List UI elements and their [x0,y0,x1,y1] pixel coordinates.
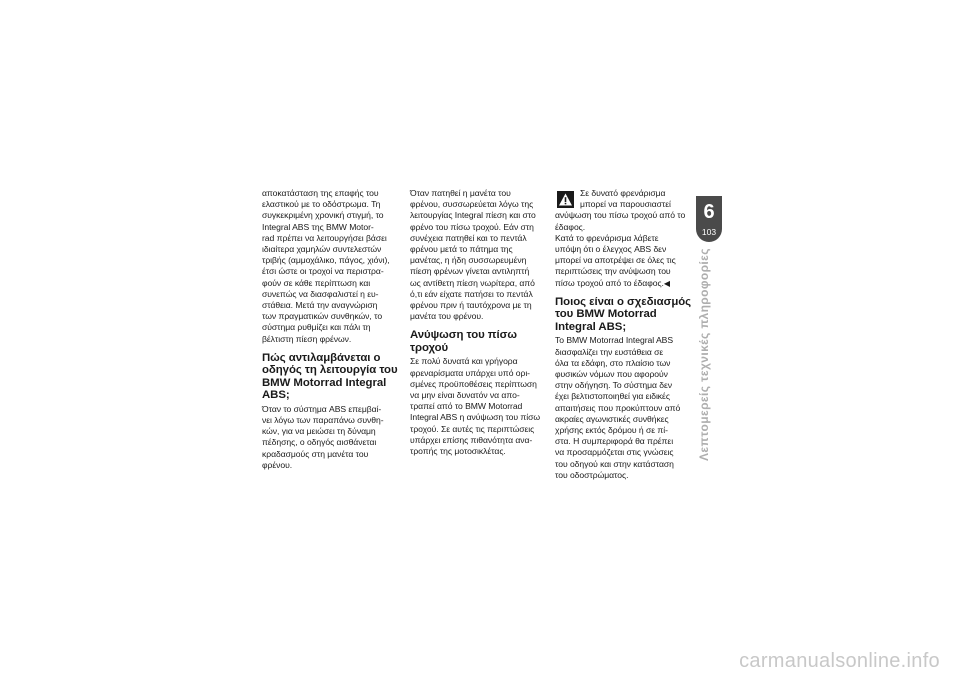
paragraph: Σε πολύ δυνατά και γρήγορα φρεναρίσματα υπάρχει υπό ορι- σμένες προϋποθέσεις περίπτωση να μην είναι δυνατόν να απο- τραπεί από το BMW Motorrad Integral ABS η ανύψωση του πίσω τροχού. Σε αυτές τις περιπτώσεις υπάρχει επίσης πιθανότητα ανα- τροπής της μοτοσικλέτας. [410,356,541,457]
section-heading: Ανύψωση του πίσω τροχού [410,329,517,354]
paragraph: Όταν πατηθεί η μανέτα του φρένου, συσσωρεύεται λόγω της λειτουργίας Integral πίεση και στο φρένο του πίσω τροχού. Εάν στη συνέχεια πατηθεί και το πεντάλ φρένου μετά το πάτημα της μανέτας, η ήδη συσσωρευμένη πίεση φρένων γίνεται αντιληπτή ως αντίθετη πίεση νωρίτερα, από ό,τι εάν είχατε πατήσει το πεντάλ φρένου πριν ή ταυτόχρονα με τη μανέτα του φρένου. [410,188,536,322]
section-heading: Ποιος είναι ο σχεδιασμός του BMW Motorrad Integral ABS; [555,295,692,333]
end-mark-icon: ◀ [663,278,670,288]
paragraph: αποκατάσταση της επαφής του ελαστικού με το οδόστρωμα. Τη συγκεκριμένη χρονική στιγμή, το Integral ABS της BMW Motor- rad πρέπει να λειτουργήσει βάσει ιδιαίτερα χαμηλών συντελεστών τριβής (αμμοχάλικο, πάγος, χιόνι), έτσι ώστε οι τροχοί να περιστρα- φούν σε κάθε περίπτωση και συνεπώς να διασφαλιστεί η ευ- στάθεια. Μετά την αναγνώριση των πραγματικών συνθηκών, το σύστημα ρυθμίζει και πάλι τη βέλτιστη πίεση φρένων. [262,188,390,344]
warning-rest-text: ανύψωση του πίσω τροχού από το έδαφος. Κατά το φρενάρισμα λάβετε υπόψη ότι ο έλεγχος ABS δεν μπορεί να αποτρέψει σε όλες τις περιπτώσεις την ανύψωση του πίσω τροχού από το έδαφος. [555,210,686,288]
warning-lead-text: Σε δυνατό φρενάρισμα μπορεί να παρουσιαστεί [580,188,671,210]
warning-text [555,210,705,288]
paragraph: Όταν το σύστημα ABS επεμβαί- νει λόγω των παραπάνω συνθη- κών, για να μειώσει τη δύναμη πέδησης, ο οδηγός αισθάνεται κραδασμούς στη μανέτα του φρένου. [262,403,384,470]
text-column-1 [262,188,412,471]
paragraph: Το BMW Motorrad Integral ABS διασφαλίζει την ευστάθεια σε όλα τα εδάφη, στο πλαίσιο των φυσικών νόμων που αφορούν στην οδήγηση. Το σύστημα δεν έχει βελτιστοποιηθεί για ειδικές απαιτήσεις που προκύπτουν από ακραίες αγωνιστικές συνθήκες χρήσης εκτός δρόμου ή σε πί- στα. Η συμπεριφορά θα πρέπει να προσαρμόζεται στις γνώσεις του οδηγού και στην κατάσταση του οδοστρώματος. [555,335,681,480]
page-number: 103 [701,227,717,237]
chapter-number: 6 [703,201,715,223]
warning-block [555,188,705,289]
text-column-3 [555,188,705,481]
section-heading: Πώς αντιλαμβάνεται ο οδηγός τη λειτουργία του BMW Motorrad Integral ABS; [262,351,398,402]
warning-triangle-icon [557,191,574,208]
chapter-side-title: Λεπτομερείς τεχνικές πληροφορίες [697,248,711,461]
watermark: carmanualsonline.info [739,650,940,672]
text-column-2 [410,188,560,457]
